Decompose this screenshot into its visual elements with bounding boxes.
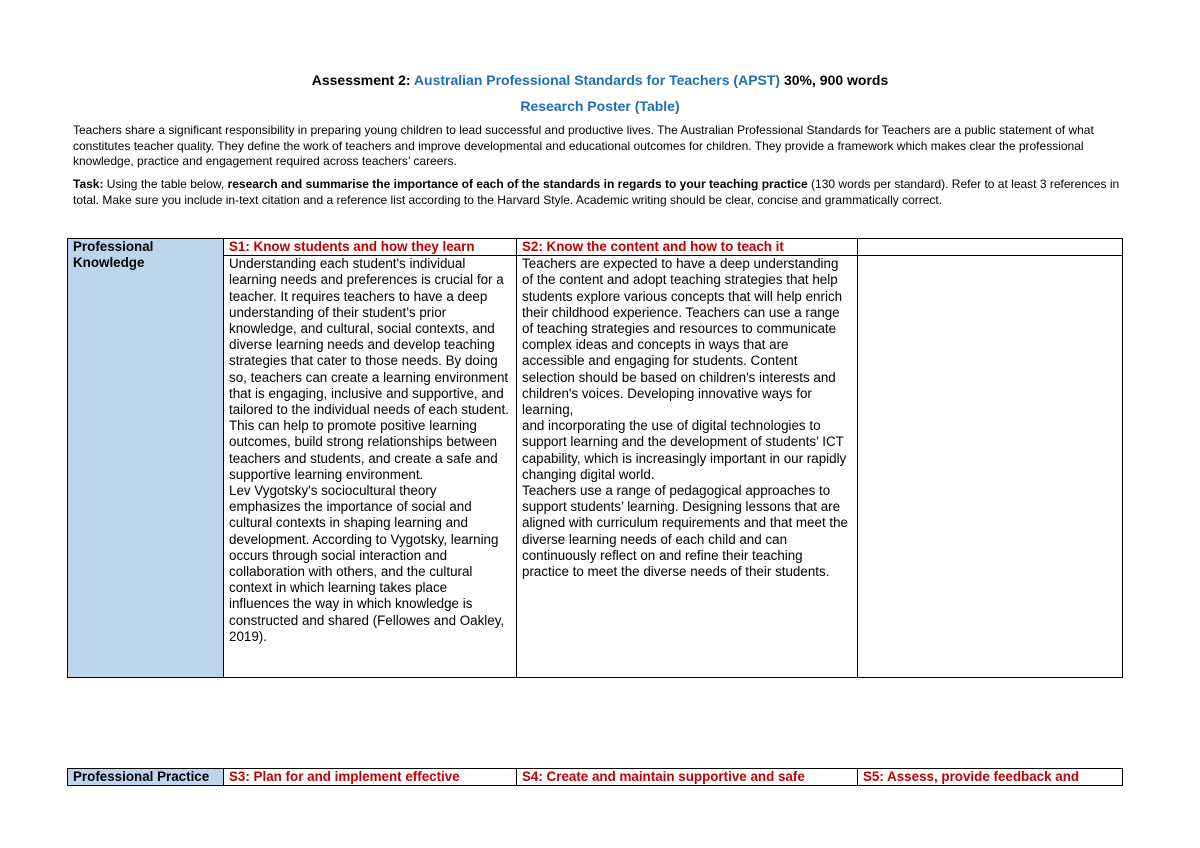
task-text-2: (130 words per standard). Refer to at least 3 references in total. Make sure you include in-text citation and a reference list according to the Harvard Style. Academic writing should be clear, concise and grammatically correct. [73, 177, 1120, 207]
s3-heading: S3: Plan for and implement effective [224, 769, 517, 786]
title-prefix: Assessment 2: [311, 72, 414, 88]
table-row [68, 256, 1123, 678]
s4-heading: S4: Create and maintain supportive and safe [517, 769, 858, 786]
table-row [68, 239, 1123, 256]
category-label: Professional Knowledge [73, 239, 154, 271]
empty-content-cell [858, 256, 1123, 678]
s1-heading: S1: Know students and how they learn [224, 239, 517, 256]
page-title [0, 72, 1200, 88]
s2-heading: S2: Know the content and how to teach it [517, 239, 858, 256]
title-main: Australian Professional Standards for Teachers (APST) [413, 72, 781, 88]
s5-heading: S5: Assess, provide feedback and [858, 769, 1123, 786]
s2-content [517, 256, 858, 678]
s1-content [224, 256, 517, 678]
s1-paragraph-1: Understanding each student's individual learning needs and preferences is crucial for a teacher. It requires teachers to have a deep understanding of their student’s prior knowledge, and cultural, social contexts, and diverse learning needs and develop teaching strategies that cater to those needs. By doing so, teachers can create a learning environment that is engaging, inclusive and supportive, and tailored to the individual needs of each student. This can help to promote positive learning outcomes, build strong relationships between teachers and students, and create a safe and supportive learning environment. [229, 256, 509, 482]
task-paragraph [73, 177, 1133, 208]
category-cell [68, 239, 224, 678]
empty-heading-cell [858, 239, 1123, 256]
intro-paragraph: Teachers share a significant responsibility in preparing young children to lead successful and productive lives. The Australian Professional Standards for Teachers are a public statement of what constitutes teacher quality. They define the work of teachers and improve developmental and educational outcomes for children. They provide a framework which makes clear the professional knowledge, practice and engagement required across teachers’ careers. [73, 123, 1094, 168]
task-label: Task: [73, 177, 104, 191]
s1-paragraph-2: Lev Vygotsky's sociocultural theory emphasizes the importance of social and cultural contexts in shaping learning and development. According to Vygotsky, learning occurs through social interaction and collaboration with others, and the cultural context in which learning takes place influences the way in which knowledge is constructed and shared (Fellowes and Oakley, 2019). [229, 483, 505, 644]
task-text-1: Using the table below, [103, 177, 228, 191]
s2-paragraph-1: Teachers are expected to have a deep understanding of the content and adopt teaching strategies that help students explore various concepts that will help enrich their childhood experience. Teachers can use a range of teaching strategies and resources to communicate complex ideas and concepts in ways that are accessible and engaging for students. Content selection should be based on children's interests and children's voices. Developing innovative ways for learning, [522, 256, 843, 418]
title-suffix: 30%, 900 words [780, 72, 889, 88]
task-emphasis: research and summarise the importance of each of the standards in regards to your teaching practice [227, 177, 808, 191]
s2-paragraph-2: and incorporating the use of digital technologies to support learning and the development of students’ ICT capability, which is increasingly important in our rapidly changing digital world. [522, 418, 847, 482]
knowledge-table [67, 238, 1123, 678]
table-row [68, 769, 1123, 786]
practice-table [67, 768, 1123, 786]
category-label: Professional Practice [73, 769, 210, 784]
page-subtitle: Research Poster (Table) [520, 98, 680, 114]
category-cell [68, 769, 224, 786]
s2-paragraph-3: Teachers use a range of pedagogical approaches to support students’ learning. Designing lessons that are aligned with curriculum requirements and that meet the diverse learning needs of each child and can continuously reflect on and refine their teaching practice to meet the diverse needs of their students. [522, 483, 849, 580]
